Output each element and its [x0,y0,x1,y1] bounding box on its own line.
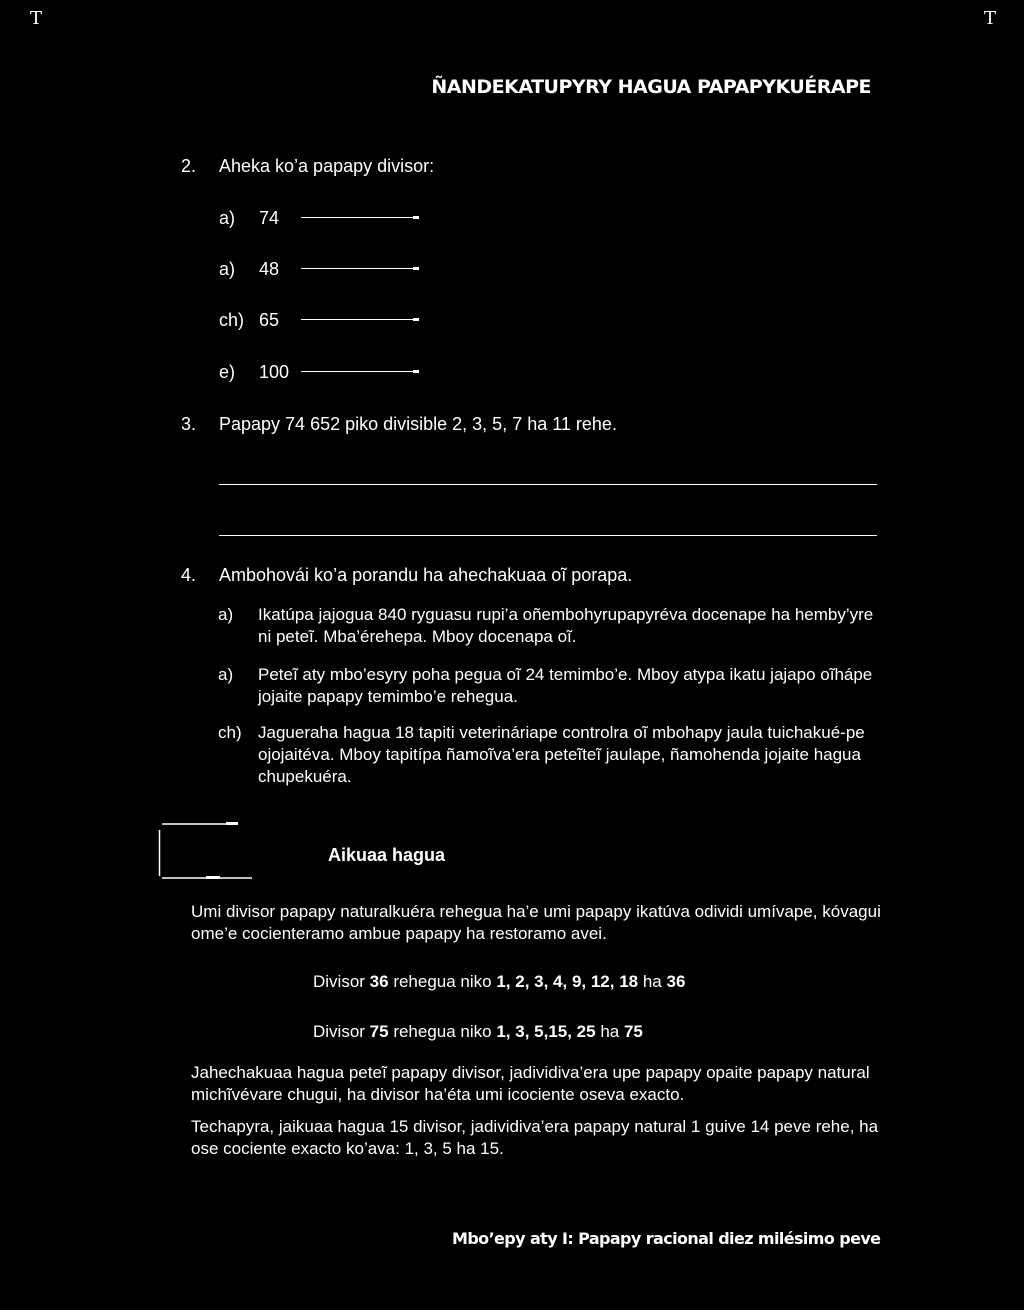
answer-line[interactable] [301,371,417,372]
q4-item-ch [218,722,878,788]
q2-option-a [219,208,417,229]
question-number: 4. [181,565,197,585]
example-number: 36 [369,972,389,991]
q2-option-ch [219,310,417,331]
example-text: rehegua niko [388,972,497,991]
example-divisors: 1, 2, 3, 4, 9, 12, 18 [496,972,639,991]
answer-line[interactable] [301,268,417,269]
example-text: rehegua niko [388,1022,497,1041]
page-header: ÑANDEKATUPYRY HAGUA PAPAPYKUÉRAPE [431,76,871,98]
answer-line[interactable] [301,217,417,218]
corner-mark-left: T [30,8,43,29]
question-text: Ambohovái ko’a porandu ha ahechakuaa oĩ porapa. [219,565,633,585]
question-text: Papapy 74 652 piko divisible 2, 3, 5, 7 ha 11 rehe. [219,414,617,434]
option-label: a) [219,208,236,228]
answer-line[interactable] [301,319,417,320]
item-label: a) [218,665,234,684]
item-text: Jagueraha hagua 18 tapiti veterináriape controlra oĩ mbohapy jaula tuichakué-pe ojojaitéva. Mboy tapitípa ñamoĩva’era peteĩteĩ jaulape, ñamohenda jojaite hagua chupekuéra. [258,723,865,786]
q4-item-a [218,604,878,648]
example-divisors: 1, 3, 5,15, 25 [496,1022,596,1041]
option-value: 74 [259,208,280,228]
option-value: 65 [259,310,280,330]
question-3 [181,414,617,435]
example-text: Divisor [313,972,370,991]
example-number: 75 [369,1022,389,1041]
example-number: 36 [666,972,686,991]
definition-paragraph: Umi divisor papapy naturalkuéra rehegua ha’e umi papapy ikatúva odividi umívape, kóvagui ome’e cocienteramo ambue papapy ha restoramo avei. [191,902,881,943]
example-36 [313,971,685,993]
option-value: 48 [259,259,280,279]
q2-option-b [219,259,417,280]
option-label: a) [219,259,236,279]
corner-mark-right: T [984,8,997,29]
example-number: 75 [623,1022,643,1041]
page-footer: Mbo’epy aty I: Papapy racional diez milésimo peve [452,1229,881,1248]
question-2 [181,156,434,177]
info-box-icon [156,820,256,884]
option-label: e) [219,362,236,382]
q4-item-b [218,664,878,708]
answer-line-1[interactable] [219,484,877,485]
option-value: 100 [259,362,290,382]
example-text: Divisor [313,1022,370,1041]
answer-line-2[interactable] [219,535,877,536]
option-label: ch) [219,310,245,330]
question-number: 2. [181,156,197,176]
method-paragraph: Jahechakuaa hagua peteĩ papapy divisor, jadividiva’era upe papapy opaite papapy natural michĩvévare chugui, ha divisor ha’éta umi icociente oseva exacto. [191,1063,870,1104]
item-label: a) [218,605,234,624]
info-box-title: Aikuaa hagua [328,845,446,865]
q2-option-e [219,362,417,383]
item-label: ch) [218,723,242,742]
item-text: Ikatúpa jajogua 840 ryguasu rupi’a oñembohyrupapyréva docenape ha hemby’yre ni peteĩ. Mba’érehepa. Mboy docenapa oĩ. [258,605,874,646]
example-75 [313,1021,643,1043]
example-paragraph: Techapyra, jaikuaa hagua 15 divisor, jadividiva’era papapy natural 1 guive 14 peve rehe, ha ose cociente exacto ko’ava: 1, 3, 5 ha 15. [191,1117,879,1158]
item-text: Peteĩ aty mbo’esyry poha pegua oĩ 24 temimbo’e. Mboy atypa ikatu jajapo oĩhápe jojaite papapy temimbo’e rehegua. [258,665,873,706]
question-text: Aheka ko’a papapy divisor: [219,156,435,176]
question-4 [181,565,632,586]
question-number: 3. [181,414,197,434]
example-text: ha [638,972,667,991]
example-text: ha [595,1022,624,1041]
